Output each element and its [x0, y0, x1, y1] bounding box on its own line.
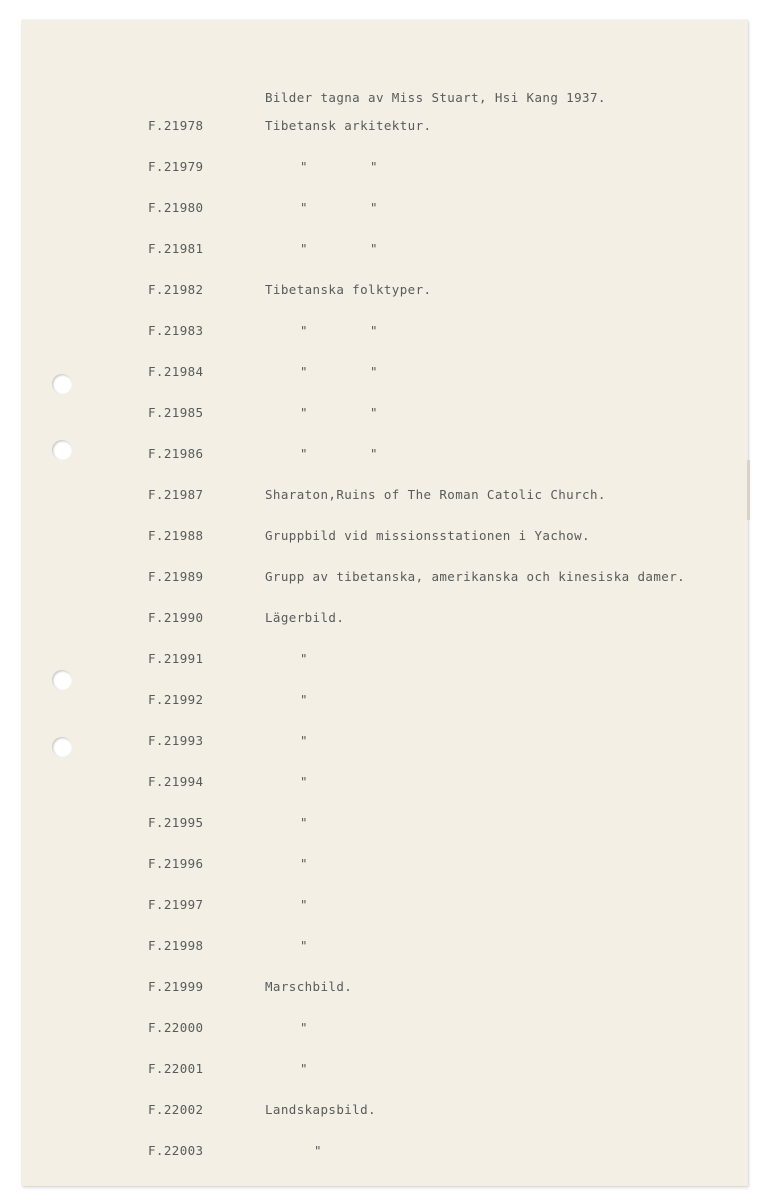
catalog-number: F.21982: [148, 282, 204, 297]
catalog-description: Gruppbild vid missionsstationen i Yachow.: [265, 528, 590, 543]
catalog-row: [22, 569, 748, 589]
ditto-mark: ": [370, 241, 378, 256]
catalog-number: F.21980: [148, 200, 204, 215]
catalog-number: F.21999: [148, 979, 204, 994]
document-page: [22, 20, 748, 1186]
catalog-number: F.21981: [148, 241, 204, 256]
catalog-number: F.22002: [148, 1102, 204, 1117]
ditto-mark: ": [300, 651, 308, 666]
catalog-number: F.21993: [148, 733, 204, 748]
catalog-row: [22, 118, 748, 138]
catalog-row: [22, 405, 748, 425]
catalog-number: F.21983: [148, 323, 204, 338]
ditto-mark: ": [300, 692, 308, 707]
catalog-description: Sharaton,Ruins of The Roman Catolic Church.: [265, 487, 606, 502]
catalog-row: [22, 446, 748, 466]
catalog-number: F.21979: [148, 159, 204, 174]
catalog-number: F.22003: [148, 1143, 204, 1158]
ditto-mark: ": [300, 323, 308, 338]
catalog-number: F.21978: [148, 118, 204, 133]
ditto-mark: ": [314, 1143, 322, 1158]
catalog-row: [22, 282, 748, 302]
catalog-row: [22, 815, 748, 835]
ditto-mark: ": [300, 241, 308, 256]
catalog-number: F.21994: [148, 774, 204, 789]
ditto-mark: ": [300, 1020, 308, 1035]
catalog-number: F.21986: [148, 446, 204, 461]
catalog-row: [22, 733, 748, 753]
catalog-description: Tibetanska folktyper.: [265, 282, 432, 297]
catalog-row: [22, 938, 748, 958]
catalog-number: F.21990: [148, 610, 204, 625]
catalog-description: Grupp av tibetanska, amerikanska och kinesiska damer.: [265, 569, 686, 584]
catalog-row: [22, 364, 748, 384]
ditto-mark: ": [370, 200, 378, 215]
catalog-number: F.21995: [148, 815, 204, 830]
catalog-row: [22, 323, 748, 343]
catalog-row: [22, 610, 748, 630]
catalog-number: F.21997: [148, 897, 204, 912]
catalog-row: [22, 241, 748, 261]
catalog-number: F.21988: [148, 528, 204, 543]
catalog-row: [22, 1102, 748, 1122]
catalog-row: [22, 487, 748, 507]
catalog-row: [22, 979, 748, 999]
ditto-mark: ": [300, 856, 308, 871]
catalog-row: [22, 200, 748, 220]
ditto-mark: ": [370, 364, 378, 379]
catalog-row: [22, 651, 748, 671]
ditto-mark: ": [300, 159, 308, 174]
catalog-number: F.22000: [148, 1020, 204, 1035]
catalog-row: [22, 774, 748, 794]
catalog-number: F.21992: [148, 692, 204, 707]
catalog-row: [22, 897, 748, 917]
catalog-number: F.21987: [148, 487, 204, 502]
catalog-row: [22, 856, 748, 876]
ditto-mark: ": [370, 159, 378, 174]
catalog-row: [22, 692, 748, 712]
ditto-mark: ": [300, 815, 308, 830]
catalog-number: F.22001: [148, 1061, 204, 1076]
ditto-mark: ": [300, 405, 308, 420]
ditto-mark: ": [370, 323, 378, 338]
catalog-description: Landskapsbild.: [265, 1102, 376, 1117]
ditto-mark: ": [300, 446, 308, 461]
catalog-number: F.21991: [148, 651, 204, 666]
catalog-number: F.21984: [148, 364, 204, 379]
punch-hole: [52, 670, 72, 690]
ditto-mark: ": [300, 364, 308, 379]
catalog-row: [22, 159, 748, 179]
catalog-row: [22, 528, 748, 548]
ditto-mark: ": [370, 446, 378, 461]
catalog-row: [22, 1143, 748, 1163]
catalog-number: F.21998: [148, 938, 204, 953]
ditto-mark: ": [300, 200, 308, 215]
catalog-row: [22, 1061, 748, 1081]
ditto-mark: ": [300, 1061, 308, 1076]
catalog-row: [22, 1020, 748, 1040]
ditto-mark: ": [300, 774, 308, 789]
ditto-mark: ": [370, 405, 378, 420]
catalog-description: Lägerbild.: [265, 610, 345, 625]
ditto-mark: ": [300, 938, 308, 953]
catalog-number: F.21996: [148, 856, 204, 871]
ditto-mark: ": [300, 733, 308, 748]
catalog-number: F.21985: [148, 405, 204, 420]
ditto-mark: ": [300, 897, 308, 912]
catalog-description: Marschbild.: [265, 979, 353, 994]
catalog-number: F.21989: [148, 569, 204, 584]
page-heading: Bilder tagna av Miss Stuart, Hsi Kang 1937.: [265, 90, 606, 105]
catalog-description: Tibetansk arkitektur.: [265, 118, 432, 133]
